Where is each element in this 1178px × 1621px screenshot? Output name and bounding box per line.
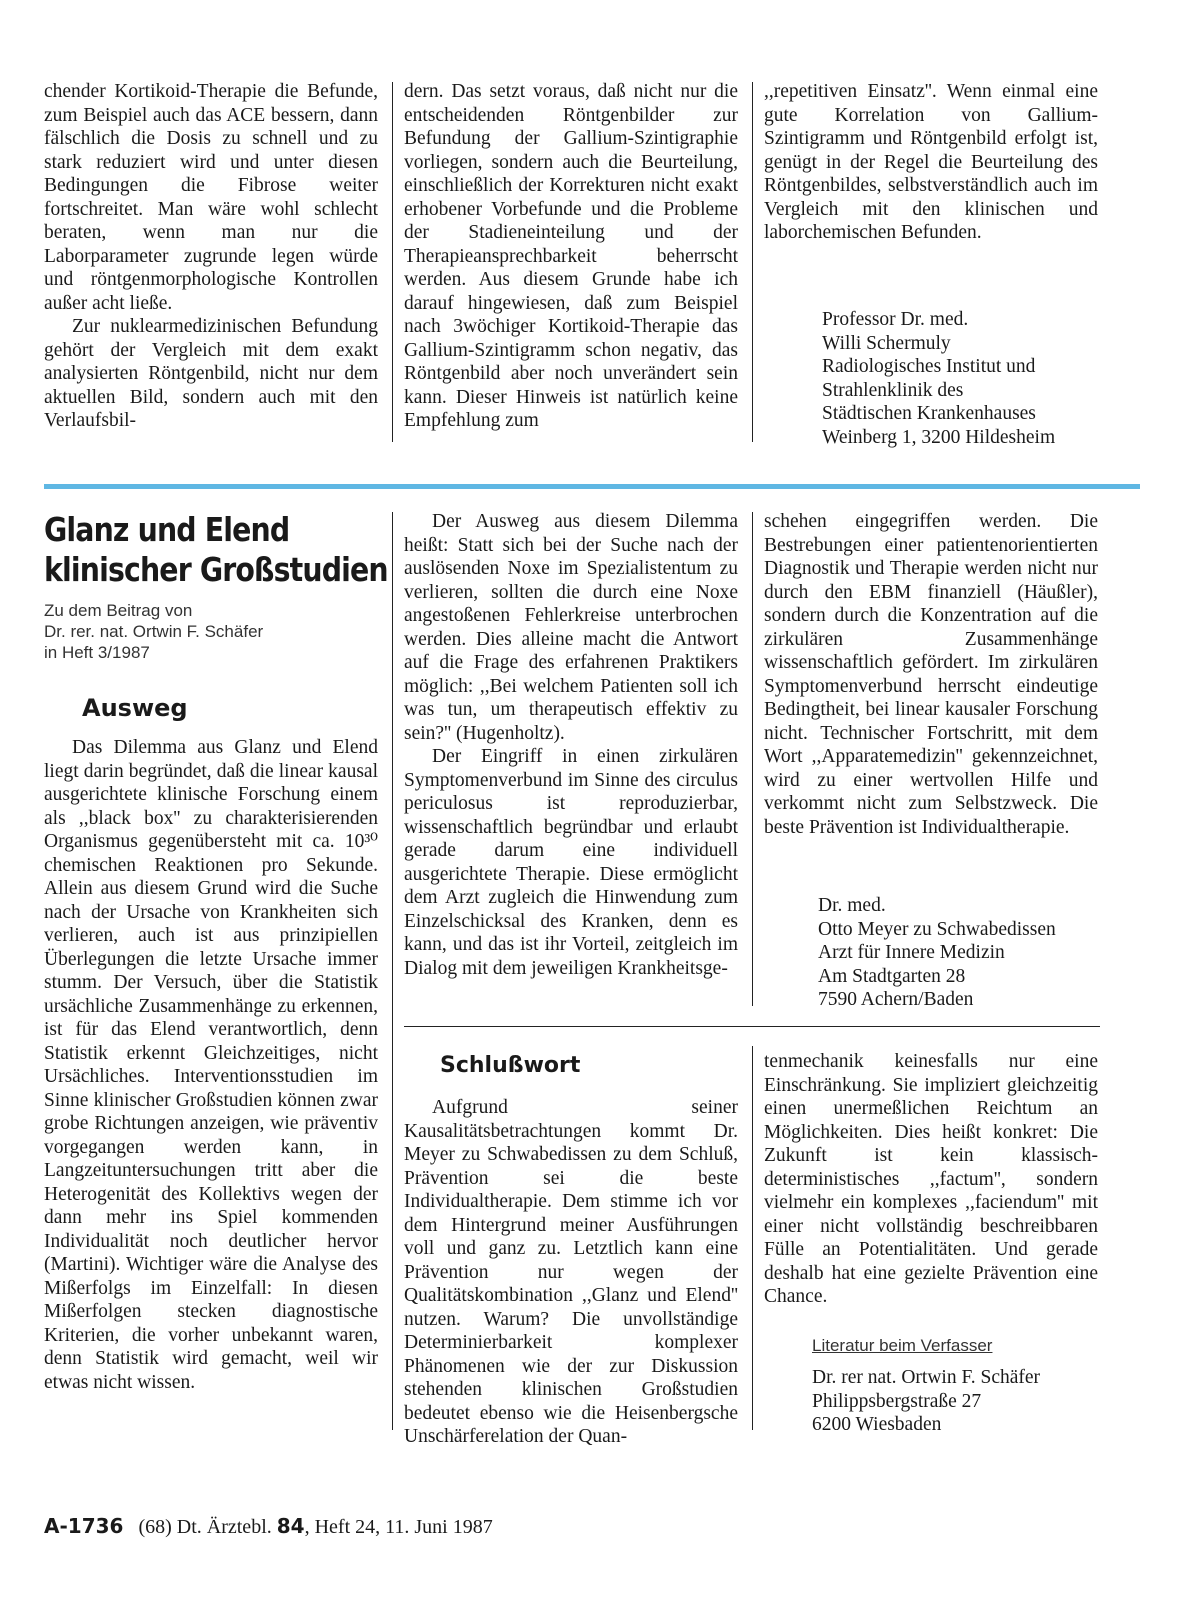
author-line: Philippsbergstraße 27 [812,1390,982,1412]
journal-ref-prefix: (68) Dt. Ärztebl. [138,1516,272,1538]
schlusswort-column-3 [764,1050,1098,1309]
author-line: 6200 Wiesbaden [812,1414,942,1435]
paragraph: schehen eingegriffen werden. Die Bestrebungen einer patientenorientierten Diagnostik und Therapie werden nicht nur durch den EBM finanziell (Häußler), sondern durch die Konzentration auf die zirkulären Zusammenhänge wissenschaftlich gefördert. Im zirkulären Symptomenverbund herrscht eindeutige Bedingtheit, bei linear kausaler Forschung nicht. Technischer Fortschritt, mit dem Wort ,,Apparatemedizin'' gekennzeichnet, wird zu einer wertvollen Hilfe und verkommt nicht zum Selbstzweck. Die beste Prävention ist Individualtherapie. [764,511,1098,838]
author-block-schaefer [812,1366,1112,1437]
top-column-1 [44,80,378,433]
top-column-2 [404,80,738,433]
author-line: Radiologisches Institut und [822,356,1036,377]
article-title-line-1: Glanz und Elend [44,510,290,549]
paragraph: tenmechanik keinesfalls nur eine Einschränkung. Sie impliziert gleichzeitig einen unermeßlichen Reichtum an Möglichkeiten. Dies heißt konkret: Die Zukunft ist kein klassisch-deterministisches ,,factum'', sondern vielmehr ein komplexes ,,faciendum'' mit einer nicht vollständig beschreibbaren Fülle an Potentialitäten. Und gerade deshalb hat eine gezielte Prävention eine Chance. [764,1051,1098,1307]
ausweg-column-3 [764,510,1098,839]
subtitle-line: Zu dem Beitrag von [44,601,193,620]
journal-ref-suffix: , Heft 24, 11. Juni 1987 [304,1516,493,1538]
journal-volume: 84 [276,1514,305,1538]
author-line: Dr. med. [818,895,886,916]
ausweg-column-2 [404,510,738,980]
author-line: Am Stadtgarten 28 [818,965,966,987]
paragraph: Der Ausweg aus diesem Dilemma heißt: Statt sich bei der Suche nach der auslösenden Noxe im Spezialistentum zu verlieren, sollten die durch eine Noxe angestoßenen Fehlerkreise unterbrochen werden. Dies alleine macht die Antwort auf die Frage des erfahrenen Praktikers möglich: ,,Bei welchem Patienten soll ich was tun, um therapeutisch effektiv zu sein?'' (Hugenholtz). [404,511,738,744]
author-line: Professor Dr. med. [822,309,969,330]
literature-note [812,1336,992,1356]
schlusswort-column-2 [404,1096,738,1449]
ausweg-column-1 [44,736,378,1394]
author-block-schermuly [822,308,1112,449]
paragraph: chender Kortikoid-Therapie die Befunde, zum Beispiel auch das ACE bessern, dann fälschlich die Dosis zu schnell und zu stark reduziert wird und unter diesen Bedingungen die Fibrose weiter fortschreitet. Man wäre wohl schlecht beraten, wenn man nur die Laborparameter zugrunde legen würde und röntgenmorphologische Kontrollen außer acht ließe. [44,81,378,314]
author-line: Otto Meyer zu Schwabedissen [818,918,1056,940]
article-title [44,510,388,590]
author-line: Weinberg 1, 3200 Hildesheim [822,426,1056,448]
page-code: A-1736 [44,1514,124,1538]
section-separator-band [44,484,1140,489]
subtitle-line: Dr. rer. nat. Ortwin F. Schäfer [44,622,264,641]
paragraph: Aufgrund seiner Kausalitätsbetrachtungen kommt Dr. Meyer zu Schwabedissen zu dem Schluß, Prävention sei die beste Individualtherapie. Dem stimme ich vor dem Hintergrund meiner Ausführungen voll und ganz zu. Letztlich kann eine Prävention nur wegen der Qualitätskombination ,,Glanz und Elend'' nutzen. Warum? Die unvollständige Determinierbarkeit komplexer Phänomenen wie der zur Diskussion stehenden klinischen Großstudien bedeutet ebenso wie die Heisenbergsche Unschärferelation der Quan- [404,1097,738,1447]
section-heading-ausweg: Ausweg [82,694,188,722]
subtitle-line: in Heft 3/1987 [44,643,150,662]
page-footer [44,1514,493,1539]
article-subtitle [44,600,374,663]
column-divider [392,512,393,1430]
author-line: Städtischen Krankenhauses [822,403,1036,424]
column-divider [752,82,753,442]
section-heading-schlusswort: Schlußwort [440,1053,581,1078]
paragraph: Zur nuklearmedizinischen Befundung gehört der Vergleich mit dem exakt analysierten Röntgenbild, nicht nur dem aktuellen Bild, sondern auch mit den Verlaufsbil- [44,316,378,431]
schlusswort-separator [404,1026,1100,1027]
paragraph: Das Dilemma aus Glanz und Elend liegt darin begründet, daß die linear kausal ausgerichtete klinische Forschung einem als ,,black box'' zu charakterisierenden Organismus gegenübersteht mit ca. 10³⁰ chemischen Reaktionen pro Sekunde. Allein aus diesem Grund wird die Suche nach der Ursache von Krankheiten sich verlieren, auch ist aus prinzipiellen Überlegungen die letzte Ursache immer stumm. Der Versuch, über die Statistik ursächliche Zusammenhänge zu erkennen, ist für das Elend verantwortlich, denn Statistik erkennt Gleichzeitiges, nicht Ursächliches. Interventionsstudien im Sinne klinischer Großstudien können zwar grobe Richtungen anzeigen, wie präventiv vorgegangen werden kann, in Langzeituntersuchungen tritt aber die Heterogenität des Kollektivs wegen der dann mehr ins Spiel kommenden Individualität noch deutlicher hervor (Martini). Wichtiger wäre die Analyse des Mißerfolgs im Einzelfall: In diesen Mißerfolgen stecken diagnostische Kriterien, die vorher unbekannt waren, denn Statistik wird gemacht, weil wir etwas nicht wissen. [44,737,378,1393]
author-line: Willi Schermuly [822,332,951,354]
literature-label: Literatur beim Verfasser [812,1336,993,1355]
author-line: Dr. rer nat. Ortwin F. Schäfer [812,1367,1041,1388]
author-line: Arzt für Innere Medizin [818,942,1005,963]
column-divider [392,82,393,442]
author-line: 7590 Achern/Baden [818,989,974,1010]
top-column-3 [764,80,1098,245]
author-block-meyer [818,894,1118,1012]
author-line: Strahlenklinik des [822,379,964,401]
paragraph: Der Eingriff in einen zirkulären Symptomenverbund im Sinne des circulus periculosus ist reproduzierbar, wissenschaftlich begründbar und erlaubt gerade darum eine individuell ausgerichtete Therapie. Diese ermöglicht dem Arzt zugleich die Hinwendung zum Einzelschicksal des Kranken, denn es kann, und das ist ihr Vorteil, zeitgleich im Dialog mit dem jeweiligen Krankheitsge- [404,746,738,979]
paragraph: ,,repetitiven Einsatz''. Wenn einmal eine gute Korrelation von Gallium-Szintigramm und Röntgenbild erfolgt ist, genügt in der Regel die Beurteilung des Röntgenbildes, selbstverständlich auch im Vergleich mit den klinischen und laborchemischen Befunden. [764,81,1098,243]
article-title-line-2: klinischer Großstudien [44,550,388,589]
paragraph: dern. Das setzt voraus, daß nicht nur die entscheidenden Röntgenbilder zur Befundung der Gallium-Szintigraphie vorliegen, sondern auch die Beurteilung, einschließlich der Korrekturen nicht exakt erhobener Vorbefunde und die Probleme der Stadieneinteilung und der Therapieansprechbarkeit beherrscht werden. Aus diesem Grunde habe ich darauf hingewiesen, daß zum Beispiel nach 3wöchiger Kortikoid-Therapie das Gallium-Szintigramm schon negativ, das Röntgenbild aber noch unverändert sein kann. Dieser Hinweis ist natürlich keine Empfehlung zum [404,81,738,431]
column-divider [752,1046,753,1430]
column-divider [752,512,753,1006]
